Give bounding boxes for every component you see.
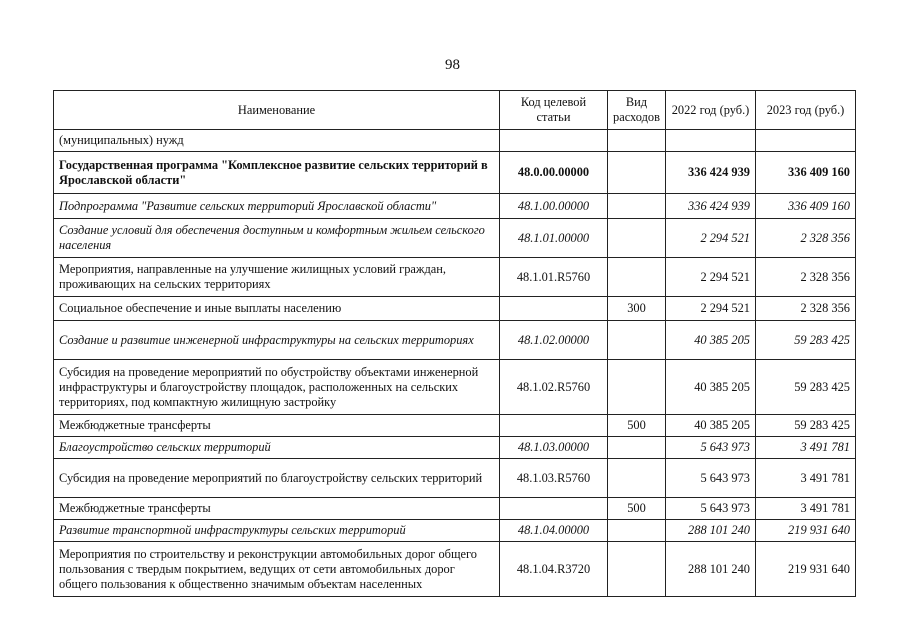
table-row	[54, 321, 856, 360]
row-code: 48.1.03.00000	[500, 437, 608, 459]
row-2022: 40 385 205	[666, 415, 756, 437]
row-2023: 2 328 356	[756, 258, 856, 297]
row-name: Межбюджетные трансферты	[54, 498, 500, 520]
table-row	[54, 498, 856, 520]
row-2023: 2 328 356	[756, 219, 856, 258]
row-code	[500, 297, 608, 321]
row-2023: 219 931 640	[756, 542, 856, 597]
row-2022: 288 101 240	[666, 542, 756, 597]
row-2022: 5 643 973	[666, 498, 756, 520]
row-code: 48.1.02.R5760	[500, 360, 608, 415]
row-2023	[756, 130, 856, 152]
row-code	[500, 498, 608, 520]
row-kind	[608, 152, 666, 194]
row-2023: 59 283 425	[756, 415, 856, 437]
row-code: 48.1.02.00000	[500, 321, 608, 360]
row-2023: 219 931 640	[756, 520, 856, 542]
row-name: Создание и развитие инженерной инфраструктуры на сельских территориях	[54, 321, 500, 360]
budget-table	[53, 90, 856, 597]
table-row	[54, 258, 856, 297]
table-row	[54, 130, 856, 152]
row-code: 48.1.00.00000	[500, 194, 608, 219]
row-code: 48.0.00.00000	[500, 152, 608, 194]
table-row	[54, 297, 856, 321]
row-2023: 3 491 781	[756, 498, 856, 520]
table-header-row	[54, 91, 856, 130]
row-2023: 59 283 425	[756, 360, 856, 415]
row-2022: 40 385 205	[666, 321, 756, 360]
row-code: 48.1.01.R5760	[500, 258, 608, 297]
row-2022: 5 643 973	[666, 459, 756, 498]
table-row	[54, 459, 856, 498]
row-name: Подпрограмма "Развитие сельских территорий Ярославской области"	[54, 194, 500, 219]
row-code	[500, 130, 608, 152]
row-2023: 336 409 160	[756, 152, 856, 194]
row-name: Развитие транспортной инфраструктуры сельских территорий	[54, 520, 500, 542]
row-kind	[608, 321, 666, 360]
header-kind: Вид расходов	[608, 91, 666, 130]
row-2022: 336 424 939	[666, 152, 756, 194]
row-name: (муниципальных) нужд	[54, 130, 500, 152]
row-name: Создание условий для обеспечения доступным и комфортным жильем сельского населения	[54, 219, 500, 258]
row-2022: 40 385 205	[666, 360, 756, 415]
table-row	[54, 415, 856, 437]
row-kind: 500	[608, 415, 666, 437]
page-number: 98	[445, 57, 460, 73]
row-code: 48.1.03.R5760	[500, 459, 608, 498]
row-2023: 59 283 425	[756, 321, 856, 360]
row-kind	[608, 258, 666, 297]
row-name: Государственная программа "Комплексное развитие сельских территорий в Ярославской области"	[54, 152, 500, 194]
row-code: 48.1.04.00000	[500, 520, 608, 542]
row-code: 48.1.04.R3720	[500, 542, 608, 597]
row-name: Мероприятия по строительству и реконструкции автомобильных дорог общего пользования с твердым покрытием, ведущих от сети автомобильных дорог общего пользования к общественно значимым объектам населенных	[54, 542, 500, 597]
row-2023: 2 328 356	[756, 297, 856, 321]
table-row	[54, 520, 856, 542]
row-code: 48.1.01.00000	[500, 219, 608, 258]
row-name: Субсидия на проведение мероприятий по благоустройству сельских территорий	[54, 459, 500, 498]
row-kind	[608, 219, 666, 258]
row-2022: 2 294 521	[666, 297, 756, 321]
row-2022	[666, 130, 756, 152]
row-2022: 288 101 240	[666, 520, 756, 542]
row-kind	[608, 459, 666, 498]
table-row	[54, 437, 856, 459]
header-code: Код целевой статьи	[500, 91, 608, 130]
row-kind	[608, 520, 666, 542]
table-row	[54, 542, 856, 597]
row-name: Межбюджетные трансферты	[54, 415, 500, 437]
row-kind: 300	[608, 297, 666, 321]
row-2023: 3 491 781	[756, 459, 856, 498]
row-2023: 336 409 160	[756, 194, 856, 219]
row-kind	[608, 437, 666, 459]
table-row	[54, 219, 856, 258]
row-2022: 5 643 973	[666, 437, 756, 459]
header-2023: 2023 год (руб.)	[756, 91, 856, 130]
row-kind: 500	[608, 498, 666, 520]
row-kind	[608, 542, 666, 597]
row-kind	[608, 360, 666, 415]
row-name: Социальное обеспечение и иные выплаты населению	[54, 297, 500, 321]
table-row	[54, 360, 856, 415]
row-2022: 2 294 521	[666, 219, 756, 258]
row-name: Мероприятия, направленные на улучшение жилищных условий граждан, проживающих на сельских территориях	[54, 258, 500, 297]
header-2022: 2022 год (руб.)	[666, 91, 756, 130]
row-2022: 336 424 939	[666, 194, 756, 219]
row-kind	[608, 130, 666, 152]
row-2022: 2 294 521	[666, 258, 756, 297]
row-name: Благоустройство сельских территорий	[54, 437, 500, 459]
row-code	[500, 415, 608, 437]
table-row	[54, 152, 856, 194]
row-2023: 3 491 781	[756, 437, 856, 459]
header-name: Наименование	[54, 91, 500, 130]
row-kind	[608, 194, 666, 219]
row-name: Субсидия на проведение мероприятий по обустройству объектами инженерной инфраструктуры и благоустройству площадок, расположенных на сельских территориях, под компактную жилищную застройку	[54, 360, 500, 415]
table-row	[54, 194, 856, 219]
